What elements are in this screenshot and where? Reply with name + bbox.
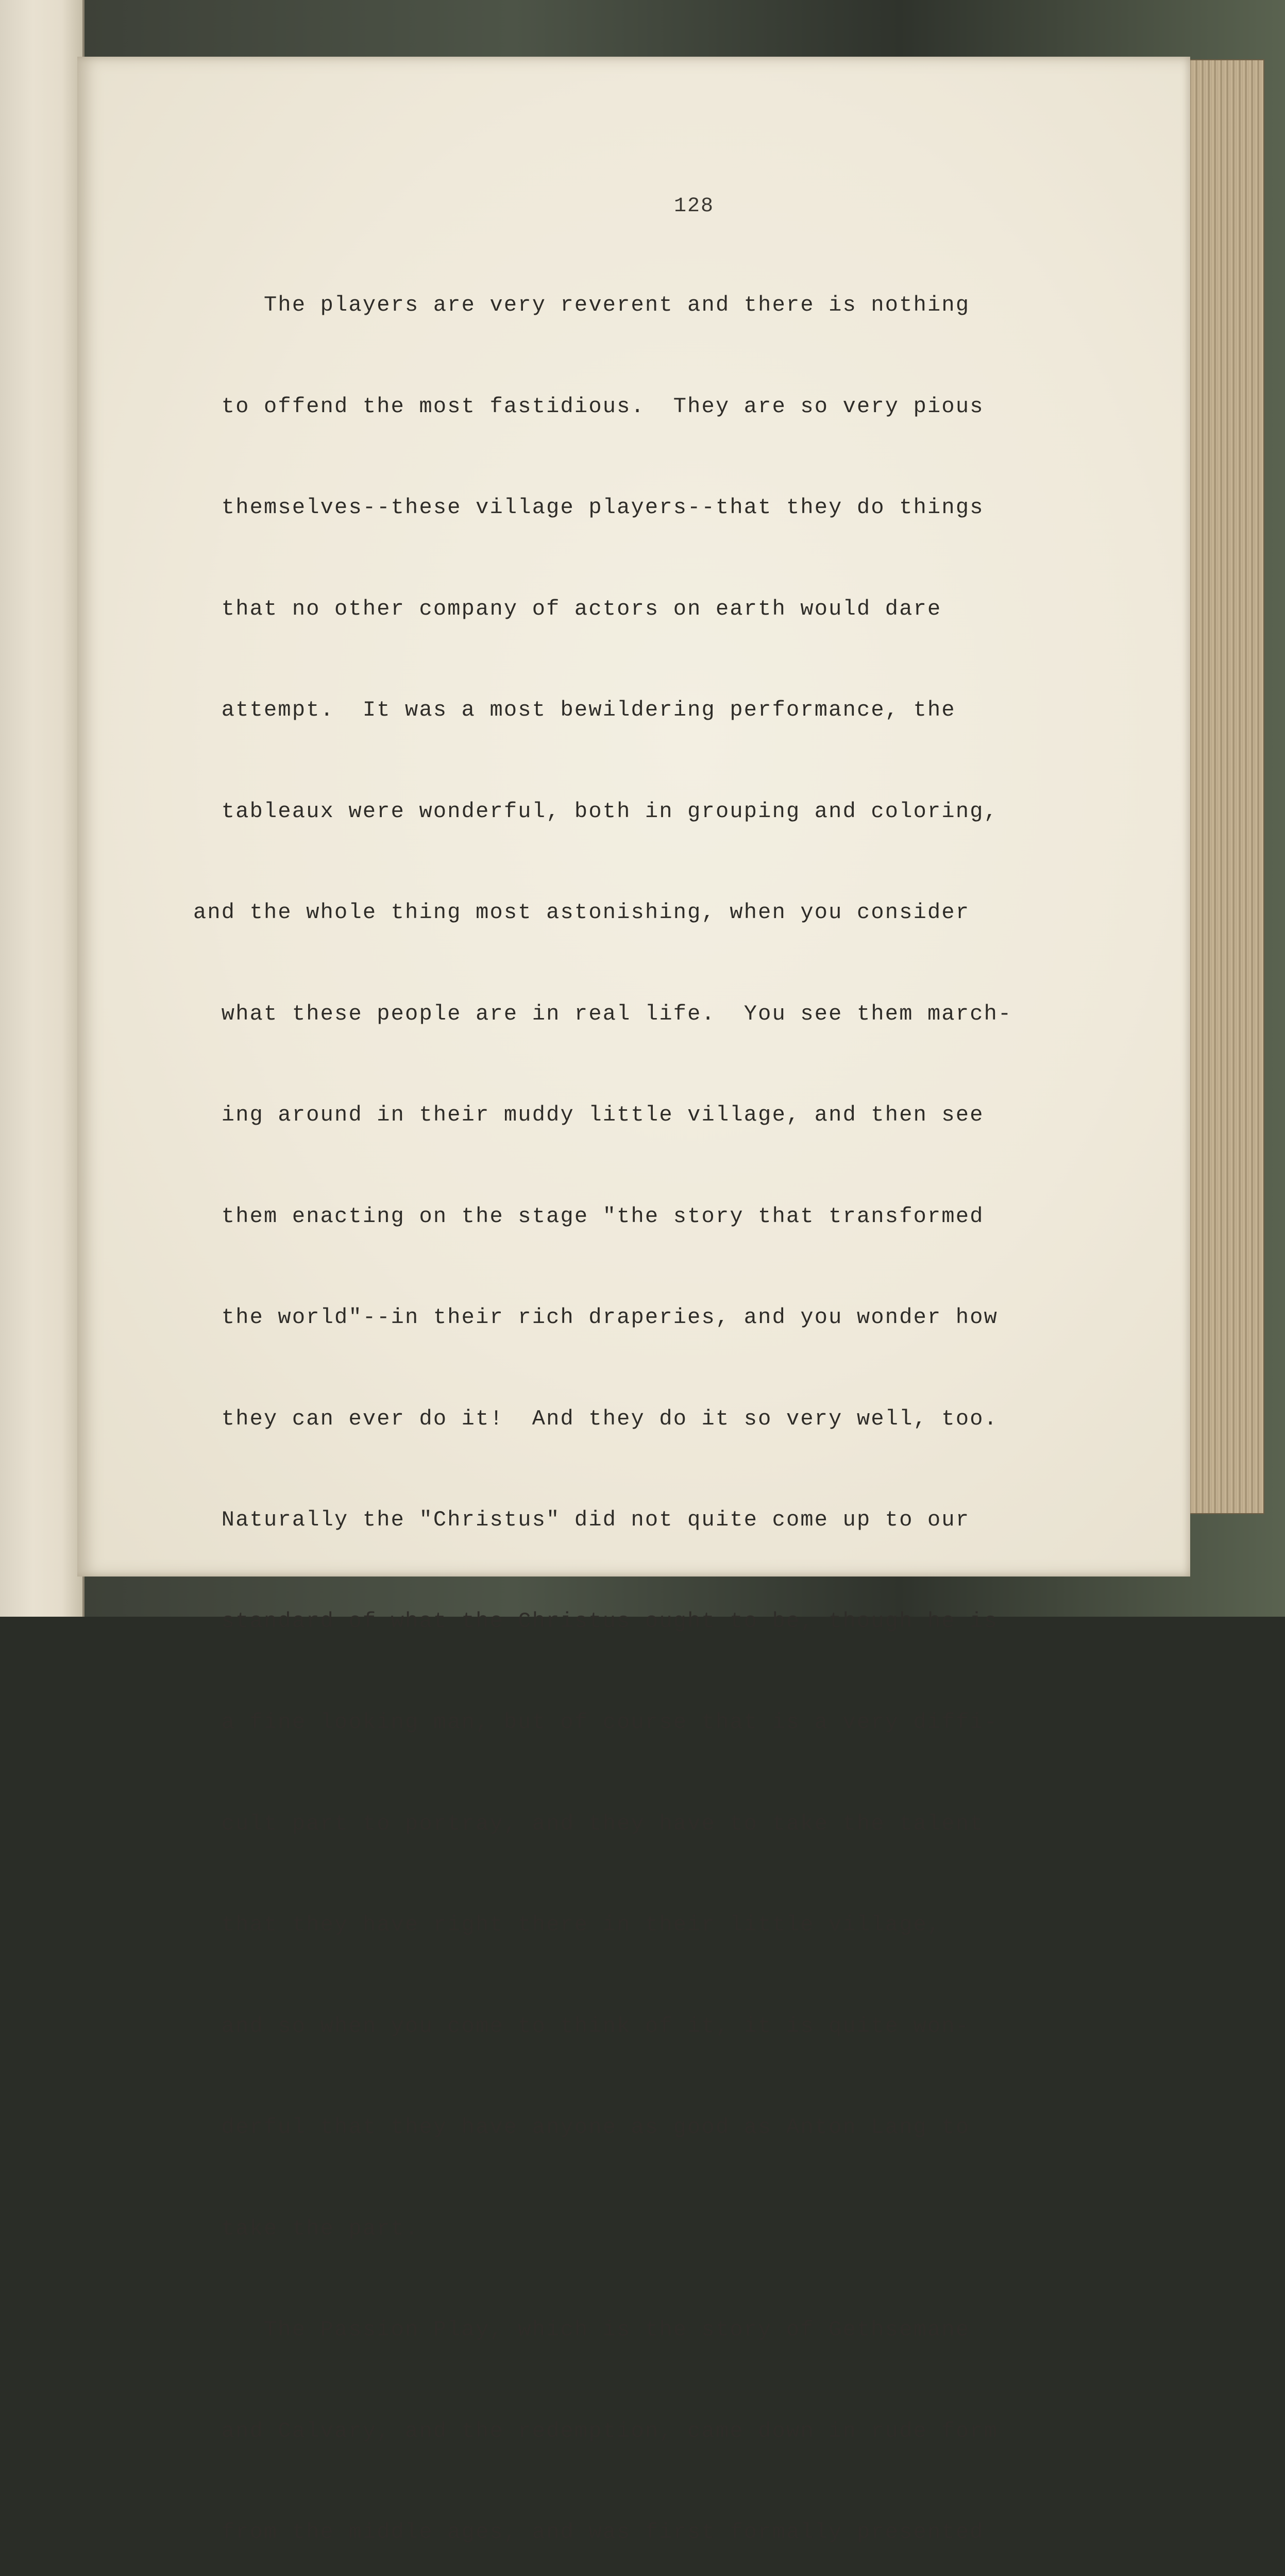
text-line: and so when you come to think of it, it is quite won- (193, 2013, 970, 2039)
text-line: they can ever do it! And they do it so very well, too. (193, 1406, 999, 1431)
page-stack-edge (1185, 59, 1264, 1514)
text-line: take the part. (193, 2216, 419, 2241)
text-line: attempt. It was a most bewildering performance, the (193, 698, 956, 722)
text-line: from the middle ages, and was first formally presented (193, 2520, 984, 2545)
text-line: that they have right there in their little village, (193, 1912, 942, 1937)
previous-page-edge (0, 0, 84, 1617)
text-line: the world"--in their rich draperies, and you wonder how (193, 1305, 999, 1330)
text-line: what these people are in real life. You see them march- (193, 1001, 1012, 1026)
body-text (193, 240, 1090, 2576)
text-line: Naturally the "Christus" did not quite come up to our (193, 1507, 970, 1532)
text-line: tableaux were wonderful, both in grouping and coloring, (193, 799, 999, 824)
page-number: 128 (674, 195, 715, 218)
text-line: The players are very reverent and there is nothing (193, 293, 970, 317)
text-line: them enacting on the stage "the story that transformed (193, 1204, 984, 1229)
text-line: derful that they have anyone as good as Anton Lang to (193, 2115, 970, 2140)
text-line: a fine looking man, but of course that is a very diffi- (193, 1710, 999, 1735)
text-line: and the whole thing most astonishing, when you consider (193, 900, 970, 925)
text-line: cult part to portray, and they have to take the talent (193, 1811, 984, 1836)
text-line: to offend the most fastidious. They are so very pious (193, 394, 984, 419)
text-line: that no other company of actors on earth would dare (193, 596, 942, 621)
text-line: themselves--these village players--that they do things (193, 495, 984, 520)
text-line: standard of what the Christus ought to be, though he is (193, 1608, 999, 1634)
text-line: ing around in their muddy little village, and then see (193, 1103, 984, 1127)
text-line: and Calvary, and the redemption, came down in rude form (193, 2418, 999, 2444)
text-line: The Passion Play, which is the story of Gethsemane (193, 2317, 970, 2342)
